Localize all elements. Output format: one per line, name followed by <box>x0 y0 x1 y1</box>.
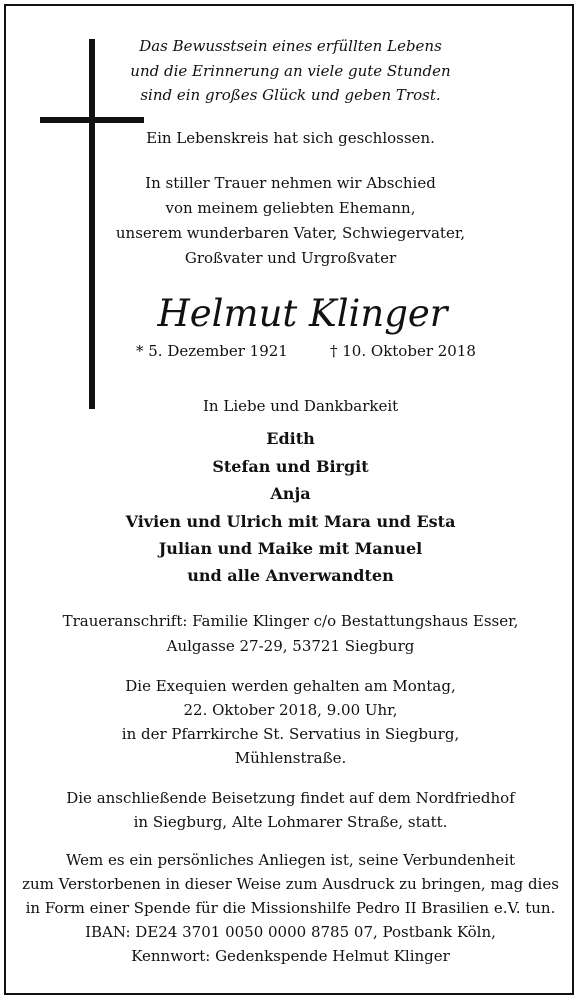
service-line-1: Die Exequien werden gehalten am Montag, <box>125 677 456 695</box>
motto-line-2: und die Erinnerung an viele gute Stunden <box>130 62 451 80</box>
address-line-2: Aulgasse 27-29, 53721 Siegburg <box>166 637 415 655</box>
mourner-line-6: und alle Anverwandten <box>187 566 394 585</box>
burial-line-2: in Siegburg, Alte Lohmarer Straße, statt. <box>133 813 448 831</box>
cross-horizontal-bar <box>40 117 144 123</box>
donation-line-3: in Form einer Spende für die Missionshilfe Pedro II Brasilien e.V. tun. <box>25 899 556 917</box>
service-line-4: Mühlenstraße. <box>234 749 347 767</box>
service-line-3: in der Pfarrkirche St. Servatius in Siegburg, <box>121 725 460 743</box>
motto-line-3: sind ein großes Glück und geben Trost. <box>140 86 441 104</box>
circle-line: Ein Lebenskreis hat sich geschlossen. <box>146 129 435 147</box>
donation-line-4: IBAN: DE24 3701 0050 0000 8785 07, Postbank Köln, <box>85 923 496 941</box>
donation-line-2: zum Verstorbenen in dieser Weise zum Ausdruck zu bringen, mag dies <box>22 875 559 893</box>
deceased-name: Helmut Klinger <box>157 292 448 335</box>
farewell-line-1: In stiller Trauer nehmen wir Abschied <box>145 174 436 192</box>
address-line-1: Traueranschrift: Familie Klinger c/o Bestattungshaus Esser, <box>62 612 519 630</box>
farewell-line-3: unserem wunderbaren Vater, Schwiegervater, <box>115 224 466 242</box>
death-date: † 10. Oktober 2018 <box>330 342 476 360</box>
mourner-line-1: Edith <box>266 429 315 448</box>
farewell-line-2: von meinem geliebten Ehemann, <box>165 199 416 217</box>
burial-line-1: Die anschließende Beisetzung findet auf dem Nordfriedhof <box>66 789 515 807</box>
motto-line-1: Das Bewusstsein eines erfüllten Lebens <box>139 37 442 55</box>
mourner-line-3: Anja <box>270 484 311 503</box>
farewell-line-4: Großvater und Urgroßvater <box>184 249 397 267</box>
mourner-line-5: Julian und Maike mit Manuel <box>158 539 423 558</box>
donation-line-5: Kennwort: Gedenkspende Helmut Klinger <box>131 947 450 965</box>
birth-date: * 5. Dezember 1921 <box>136 342 288 360</box>
mourner-line-4: Vivien und Ulrich mit Mara und Esta <box>125 512 456 531</box>
service-line-2: 22. Oktober 2018, 9.00 Uhr, <box>183 701 398 719</box>
gratitude-line: In Liebe und Dankbarkeit <box>203 397 399 415</box>
mourner-line-2: Stefan und Birgit <box>212 457 369 476</box>
donation-line-1: Wem es ein persönliches Anliegen ist, seine Verbundenheit <box>65 851 516 869</box>
